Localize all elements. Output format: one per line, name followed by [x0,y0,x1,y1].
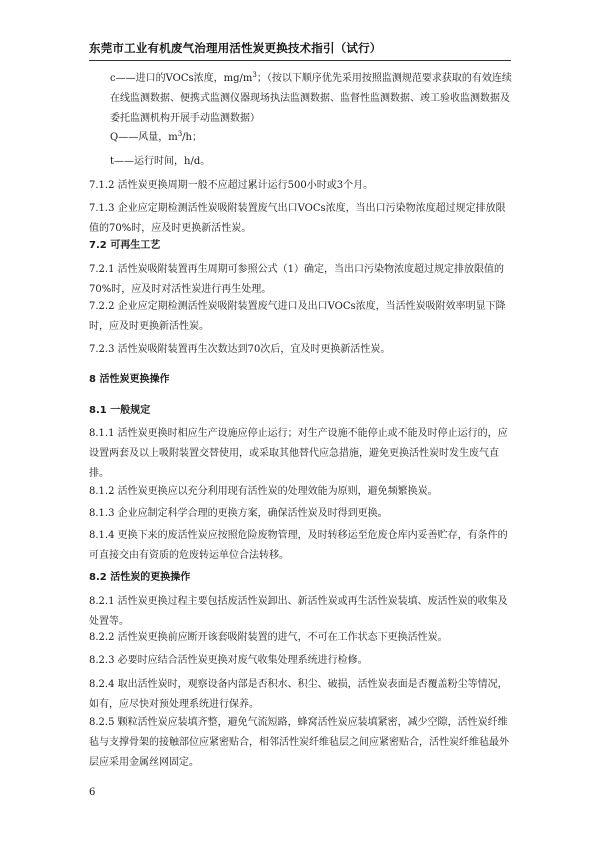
clause-8-1-2: 8.1.2 活性炭更换应以充分利用现有活性炭的处理效能为原则，避免频繁换炭。 [89,486,438,497]
clause-8-2-3: 8.2.3 必要时应结合活性炭更换对废气收集处理系统进行检修。 [89,655,368,666]
clause-8-1-3: 8.1.3 企业应制定科学合理的更换方案，确保活性炭及时得到更换。 [89,508,388,519]
section-heading-8-1: 8.1 一般规定 [89,405,151,416]
clause-8-1-4: 8.1.4 更换下来的废活性炭应按照危险废物管理，及时转移运至危废仓库内妥善贮存，有条件的可直接交由有资质的危废转运单位合法转移。 [89,530,508,561]
clause-8-2-4: 8.2.4 取出活性炭时，观察设备内部是否积水、积尘、破损，活性炭表面是否覆盖粉尘等情况，如有，应尽快对预处理系统进行保养。 [89,679,508,710]
section-heading-7-2: 7.2 可再生工艺 [89,240,161,251]
section-heading-8-2: 8.2 活性炭的更换操作 [89,572,191,583]
section-heading-8: 8 活性炭更换操作 [89,374,170,385]
definition-c: c——进口的VOCs浓度，$mg/m^3$；（按以下顺序优先采用按照监测规范要求获取的有效连续在线监测数据、便携式监测仪器现场执法监测数据、监督性监测数据、竣工验收监测数据及委托监测机构开展手动监测数据） [110,71,512,124]
document-header: 东莞市工业有机废气治理用活性炭更换技术指引（试行） [89,41,382,55]
clause-7-2-2: 7.2.2 企业应定期检测活性炭吸附装置废气进口及出口VOCs浓度，当活性炭吸附效率明显下降时，应及时更换新活性炭。 [89,301,506,332]
clause-7-2-1: 7.2.1 活性炭吸附装置再生周期可参照公式（1）确定，当出口污染物浓度超过规定排放限值的70%时，应及时对活性炭进行再生处理。 [89,264,504,295]
header-rule [89,60,511,61]
clause-7-2-3: 7.2.3 活性炭吸附装置再生次数达到70次后，宜及时更换新活性炭。 [89,344,391,355]
clause-8-2-5: 8.2.5 颗粒活性炭应装填齐整，避免气流短路，蜂窝活性炭应装填紧密，减少空隙，活性炭纤维毡与支撑骨架的接触部位应紧密贴合，相邻活性炭纤维毡层之间应紧密贴合，活性炭纤维毡最外层应采用金属丝网固定。 [89,717,509,768]
page-number: 6 [89,787,96,798]
definition-t: t——运行时间，h/d。 [110,156,211,167]
clause-8-2-1: 8.2.1 活性炭更换过程主要包括废活性炭卸出、新活性炭或再生活性炭装填、废活性炭的收集及处置等。 [89,596,508,627]
clause-8-2-2: 8.2.2 活性炭更换前应断开该套吸附装置的进气，不可在工作状态下更换活性炭。 [89,632,448,643]
clause-7-1-2: 7.1.2 活性炭更换周期一般不应超过累计运行500小时或3个月。 [89,180,374,191]
definition-q: Q——风量，$m^3/h$； [110,130,202,143]
clause-8-1-1: 8.1.1 活性炭更换时相应生产设施应停止运行；对生产设施不能停止或不能及时停止运行的，应设置两套及以上吸附装置交替使用，或采取其他替代应急措施，避免更换活性炭时发生废气直排。 [89,428,508,479]
clause-7-1-3: 7.1.3 企业应定期检测活性炭吸附装置废气出口VOCs浓度，当出口污染物浓度超过规定排放限值的70%时，应及时更换新活性炭。 [89,203,506,234]
